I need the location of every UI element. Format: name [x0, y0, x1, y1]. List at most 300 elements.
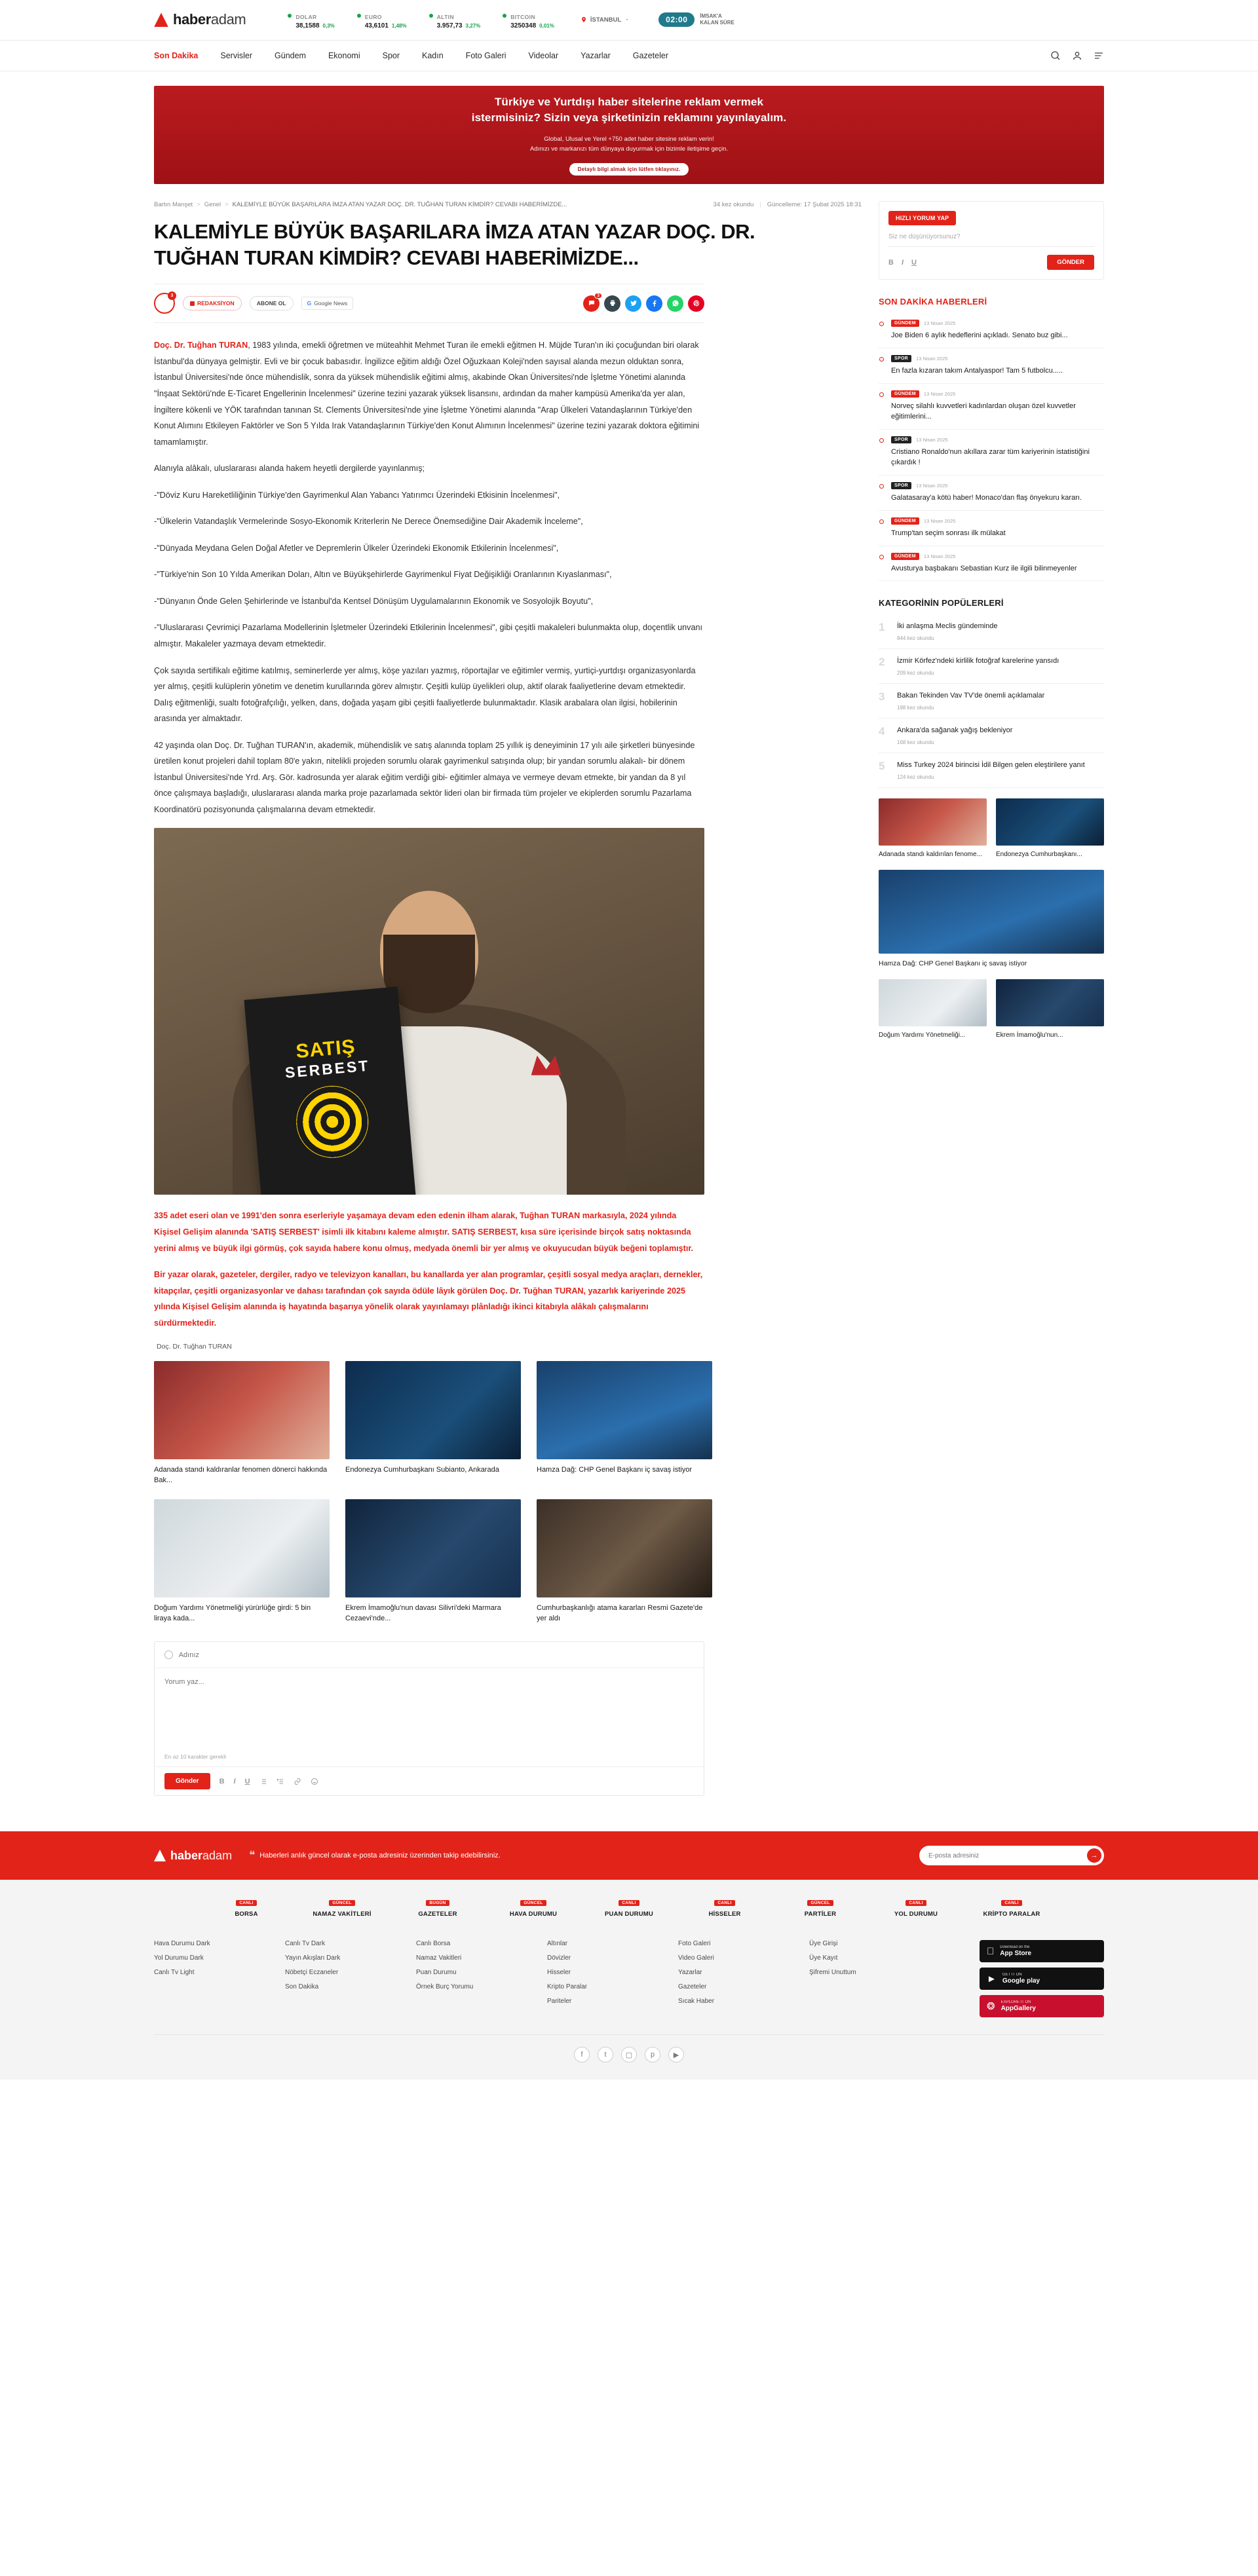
news-date: 13 Nisan 2025 [923, 320, 956, 326]
book-target-graphic [293, 1083, 371, 1161]
sidebar-card[interactable] [996, 979, 1104, 1040]
related-news-grid [154, 1361, 704, 1624]
nav-item-servisler[interactable]: Servisler [220, 51, 253, 60]
underline-tool-icon[interactable]: U [244, 1777, 250, 1785]
newsletter-text-wrap [249, 1849, 501, 1862]
whatsapp-icon [672, 299, 679, 307]
footer-tile-hava-durumu[interactable] [494, 1895, 573, 1918]
article-red-paragraph-0: 335 adet eseri olan ve 1991'den sonra eserleriyle yaşamaya devam eden edenin ilham alarak, Tuğhan TURAN markasıyla, 2024 yılında Kişisel Gelişim alanında 'SATIŞ SERBEST' isimli ilk kitabını kaleme almıştır. SATIŞ SERBEST, kısa süre içerisinde birçok satış noktasında yerini almış ve büyük ilgi görmüş, çok sayıda habere konu olmuş, medyada önemli bir yer almış ve okuyucudan büyük beğeni toplamıştır. [154, 1211, 694, 1253]
comment-share-button[interactable] [583, 295, 600, 312]
huawei-small: EXPLORE IT ON [1001, 2000, 1031, 2005]
sidebar-card-caption: Adanada standı kaldırılan fenome... [879, 851, 982, 859]
popular-headline: İki anlaşma Meclis gündeminde [897, 622, 998, 631]
news-date: 13 Nisan 2025 [916, 436, 948, 443]
article-meta [714, 201, 862, 208]
footer-column-6 [809, 1940, 940, 2017]
related-card[interactable] [345, 1499, 521, 1624]
youtube-icon[interactable]: ▶ [668, 2047, 684, 2063]
newsletter-logo-bold: haber [170, 1848, 203, 1862]
google-play-small: GET IT ON [1002, 1973, 1022, 1977]
footer-app-buttons [980, 1940, 1104, 2017]
apple-icon [987, 1946, 994, 1957]
popular-rank: 3 [879, 690, 885, 703]
footer-link[interactable]: Üye Kayıt [809, 1954, 838, 1962]
article-paragraph-1: Alanıyla alâkalı, uluslararası alanda hakem heyetli dergilerde yayınlanmış; [154, 464, 425, 474]
book-title-1: SATIŞ [295, 1036, 356, 1063]
footer-tile-name: HİSSELER [708, 1911, 741, 1918]
sidebar-card-thumb [996, 798, 1104, 846]
site-logo[interactable] [154, 11, 246, 28]
share-row [154, 284, 704, 323]
footer-link[interactable]: Yazarlar [678, 1969, 702, 1977]
whatsapp-share-button[interactable] [667, 295, 683, 312]
article-paragraph-5: -"Türkiye'nin Son 10 Yılda Amerikan Doları, Altın ve Büyükşehirlerde Gayrimenkul Fiyat Değişikliği Oranlarının Kıyaslanması", [154, 570, 612, 580]
popular-reads: 844 kez okundu [897, 635, 934, 642]
article-paragraph-0-text: , 1983 yılında, emekli öğretmen ve müteahhit Mehmet Turan ile emekli eğitmen H. Müjde Turan'ın iki çocuğundan biri olarak İstanbul'da dünyaya gelmiştir. Evli ve bir çocuk babasıdır. İngilizce eğitim aldığı Özel Oğuzkaan Koleji'nden sayısal alanda mezun olduktan sonra, İstanbul Üniversitesi'nde önce mühendislik, sonra da yüksek mühendislik eğitimi almış, akabinde Okan Üniversitesi'nde İşletme Yönetimi alanında "İnşaat Sektörü'nde E-Ticaret Engellerinin İncelenmesi" üzerine tezini yazarak yüksek lisansını, ardından da maher kampüsü Amerika'da yer alan, İngiltere kökenli ve YÖK tarafından tanınan St. Clements Üniversitesi'nde yine İşletme Yönetimi alanında "Arap Ülkeleri Vatandaşlarının Türkiye'den Konut Alımını Etkileyen Faktörler ve Son 5 Yılda Irak Vatandaşlarının Türkiye'den Konut Alımının İncelenmesi" üzerine tezini yazarak doktora eğitimini tamamlamıştır. [154, 341, 700, 447]
list-item[interactable] [879, 546, 1104, 582]
news-tag: SPOR [891, 482, 911, 489]
google-news-icon: G [307, 300, 312, 307]
footer-link[interactable]: Canlı Borsa [416, 1940, 451, 1948]
ticker-dot-icon [503, 14, 506, 18]
bold-tool-icon[interactable]: B [888, 258, 894, 267]
ticker-name: ALTIN [436, 13, 454, 20]
popular-headline: Ankara'da sağanak yağış bekleniyor [897, 726, 1013, 735]
breadcrumb-row [154, 201, 862, 208]
list-item[interactable] [879, 511, 1104, 546]
popular-headline: Bakan Tekinden Vav TV'de önemli açıklamalar [897, 692, 1045, 700]
related-caption: Doğum Yardımı Yönetmeliği yürürlüğe girdi: 5 bin liraya kada... [154, 1604, 311, 1623]
comment-count: 3 [594, 293, 602, 299]
footer-link[interactable]: Kripto Paralar [547, 1983, 588, 1991]
article-paragraph-3: -"Ülkelerin Vatandaşlık Vermelerinde Sosyo-Ekonomik Kriterlerin Ne Derece Önemsediğine Dair Akademik İnceleme", [154, 517, 583, 527]
subscribe-label: ABONE OL [256, 300, 286, 307]
logo-mark-icon [154, 12, 168, 27]
footer-tile-kripto-paralar[interactable] [972, 1895, 1051, 1918]
ticker-name: DOLAR [295, 13, 317, 20]
related-caption: Adanada standı kaldıranlar fenomen dönerci hakkında Bak... [154, 1466, 328, 1485]
footer-tile-puan-durumu[interactable] [590, 1895, 668, 1918]
sidebar-card-thumb [996, 979, 1104, 1026]
breadcrumb-separator: > [225, 201, 229, 208]
news-headline: Trump'tan seçim sonrası ilk mülakat [891, 529, 1006, 537]
sidebar-card-caption: Endonezya Cumhurbaşkanı... [996, 851, 1082, 859]
popular-headline: İzmir Körfez'ndeki kirlilik fotoğraf karelerine yansıdı [897, 657, 1059, 665]
italic-tool-icon[interactable]: I [233, 1777, 236, 1785]
link-icon[interactable] [294, 1778, 301, 1785]
main-content [154, 201, 1104, 1796]
ticker-group [288, 10, 554, 30]
ticker-dot-icon [288, 14, 292, 18]
sidebar-card-caption: Ekrem İmamoğlu'nun... [996, 1032, 1063, 1039]
popular-rank: 5 [879, 760, 885, 773]
article-column [154, 201, 862, 1796]
footer-link[interactable]: Canlı Tv Dark [285, 1940, 325, 1948]
ticker-altin[interactable] [429, 10, 481, 30]
ad-banner-wrap [154, 86, 1104, 184]
popular-headline: Miss Turkey 2024 birincisi İdil Bilgen gelen eleştirilere yanıt [897, 761, 1085, 770]
footer-link[interactable]: Hisseler [547, 1969, 571, 1977]
ticker-euro[interactable] [357, 10, 407, 30]
twitter-icon [630, 299, 638, 307]
news-tag: GÜNDEM [891, 553, 919, 560]
read-count: 34 kez okundu [713, 201, 754, 208]
footer-link[interactable]: Örnek Burç Yorumu [416, 1983, 474, 1991]
newsletter-logo [154, 1849, 232, 1863]
ad-sub2: Adınızı ve markanızı tüm dünyaya duyurmak için bizimle iletişime geçin. [529, 145, 728, 153]
news-tag: GÜNDEM [891, 320, 919, 327]
related-thumb [345, 1361, 521, 1459]
city-selector[interactable] [581, 16, 630, 24]
nav-item-gazeteler[interactable]: Gazeteler [632, 51, 668, 60]
italic-tool-icon[interactable]: I [901, 258, 904, 267]
timeline-dot-icon [879, 519, 884, 524]
popular-reads: 188 kez okundu [897, 705, 934, 711]
footer-link[interactable]: Video Galeri [678, 1954, 714, 1962]
footer-link[interactable]: Foto Galeri [678, 1940, 711, 1948]
google-news-button[interactable] [301, 297, 354, 310]
comment-hint: En az 10 karakter gerekli [164, 1753, 227, 1761]
twitter-icon[interactable]: t [598, 2047, 613, 2063]
list-item[interactable] [879, 649, 1104, 684]
comment-icon [588, 299, 596, 307]
footer [0, 1880, 1258, 2080]
footer-link[interactable]: Nöbetçi Eczaneler [285, 1969, 339, 1977]
breadcrumb-item-current: KALEMİYLE BÜYÜK BAŞARILARA İMZA ATAN YAZAR DOÇ. DR. TUĞHAN TURAN KİMDİR? CEVABI HABERİMİZDE... [232, 201, 567, 208]
related-card[interactable] [537, 1361, 712, 1486]
newsletter-form [919, 1846, 1104, 1865]
footer-tile-yol-durumu[interactable] [877, 1895, 955, 1918]
footer-tile-name: HAVA DURUMU [509, 1911, 558, 1918]
ad-line1: Türkiye ve Yurtdışı haber sitelerine reklam vermek [494, 95, 764, 108]
ticker-bitcoin[interactable] [503, 10, 554, 30]
list-item[interactable] [879, 614, 1104, 649]
facebook-icon [651, 299, 658, 307]
app-store-small: Download on the [993, 1945, 1023, 1950]
popular-rank: 4 [879, 725, 885, 738]
sidebar-card-thumb [879, 979, 987, 1026]
list-item[interactable] [879, 313, 1104, 348]
breadcrumb-item-0[interactable]: Bartın Manşet [154, 201, 193, 208]
ticker-change: 1,48% [391, 22, 407, 29]
footer-social [154, 2034, 1104, 2080]
article-paragraph-8: Çok sayıda sertifikalı eğitime katılmış, seminerlerde yer almış, köşe yazıları yazmış, röportajlar ve eğitimler vermiş, yurtiçi-yurtdışı organizasyonlarda yer almış, çeşitli kulüplerin yönetim ve denetim kurullarında görev almıştır. Çeşitli kulüp üyelikleri olup, aktif olarak faaliyetlerine devam etmektedir. Dalış eğitmenliği, sualtı fotoğrafçılığı, yelken, dans, doğada yaşam gibi çeşitli faaliyetlerde bulunmaktadır. Klasik arabalara olan ilgisi, hobilerinin arasında yer almaktadır. [154, 665, 696, 724]
redaction-label: REDAKSİYON [197, 300, 235, 307]
quote-icon: ❝ [249, 1849, 256, 1862]
breadcrumb-item-1[interactable]: Genel [204, 201, 221, 208]
search-icon[interactable] [1050, 50, 1061, 61]
footer-link[interactable]: Hava Durumu Dark [154, 1940, 210, 1948]
article-figure [154, 828, 704, 1195]
footer-link[interactable]: Dövizler [547, 1954, 571, 1962]
menu-icon[interactable] [1094, 50, 1104, 61]
ticker-change: 0,3% [322, 22, 335, 29]
sidebar-card[interactable] [879, 798, 987, 859]
newsletter-logo-light: adam [202, 1848, 233, 1862]
underline-tool-icon[interactable]: U [911, 258, 917, 267]
news-date: 13 Nisan 2025 [923, 390, 956, 397]
instagram-icon[interactable]: ▢ [621, 2047, 637, 2063]
related-thumb [154, 1499, 330, 1597]
quick-comment-send-button[interactable]: GÖNDER [1047, 255, 1094, 270]
footer-tile-hisseler[interactable] [685, 1895, 764, 1918]
ticker-dot-icon [429, 14, 433, 18]
emoji-icon[interactable] [311, 1778, 318, 1785]
footer-tile-name: PARTİLER [804, 1911, 837, 1918]
updated-time: Güncelleme: 17 Şubat 2025 18:31 [767, 201, 862, 208]
ad-line2: istermisiniz? Sizin veya şirketinizin reklamını yayınlayalım. [471, 111, 787, 124]
subscribe-chip[interactable] [250, 296, 294, 310]
comment-name-input[interactable] [179, 1651, 694, 1659]
footer-tile-name: PUAN DURUMU [605, 1911, 653, 1918]
sidebar-card[interactable] [879, 979, 987, 1040]
chevron-down-icon [624, 17, 630, 22]
city-name: İSTANBUL [590, 16, 622, 24]
prayer-clock [658, 12, 734, 27]
sidebar-card-caption: Hamza Dağ: CHP Genel Başkanı iç savaş istiyor [879, 960, 1027, 968]
footer-link[interactable]: Yayın Akışları Dark [285, 1954, 341, 1962]
book-title-2: SERBEST [284, 1056, 371, 1081]
related-caption: Ekrem İmamoğlu'nun davası Silivri'deki Marmara Cezaevi'nde... [345, 1604, 501, 1623]
footer-tile-name: BORSA [235, 1911, 258, 1918]
app-store-big: App Store [993, 1949, 1024, 1957]
footer-tile-partiler[interactable] [781, 1895, 860, 1918]
list-item[interactable] [879, 348, 1104, 384]
twitter-share-button[interactable] [625, 295, 641, 312]
newsletter-text: Haberleri anlık güncel olarak e-posta adresiniz üzerinden takip edebilirsiniz. [259, 1852, 501, 1860]
ticker-dot-icon [357, 14, 361, 18]
nav-item-videolar[interactable]: Videolar [528, 51, 559, 60]
clock-time: 02:00 [658, 12, 695, 27]
breaking-news-title: SON DAKİKA HABERLERİ [879, 297, 987, 307]
ticker-value: 3250348 [510, 22, 537, 29]
news-headline: Avusturya başbakanı Sebastian Kurz ile ilgili bilinmeyenler [891, 564, 1077, 572]
news-date: 13 Nisan 2025 [916, 355, 948, 362]
timeline-dot-icon [879, 357, 884, 362]
avatar[interactable] [154, 293, 175, 314]
related-caption: Cumhurbaşkanlığı atama kararları Resmi Gazete'de yer aldı [537, 1604, 703, 1623]
pinterest-share-button[interactable] [688, 295, 704, 312]
ticker-value: 43,6101 [364, 22, 389, 29]
huawei-big: AppGallery [1001, 2004, 1036, 2012]
nav-item-foto-galeri[interactable]: Foto Galeri [465, 51, 506, 60]
article-paragraph-2: -"Döviz Kuru Hareketliliğinin Türkiye'den Gayrimenkul Alan Yabancı Yatırımcı Üzerindeki Etkisinin İncelenmesi", [154, 490, 560, 500]
timeline-dot-icon [879, 438, 884, 443]
news-date: 13 Nisan 2025 [923, 517, 956, 524]
comment-form [154, 1641, 704, 1796]
footer-tile-badge: GÜNCEL [807, 1900, 833, 1906]
footer-tile-badge: CANLI [714, 1900, 734, 1906]
nav-item-spor[interactable]: Spor [382, 51, 400, 60]
footer-column-5 [678, 1940, 809, 2017]
footer-tile-gazeteler[interactable] [398, 1895, 477, 1918]
related-card[interactable] [537, 1499, 712, 1624]
breadcrumb-separator: > [197, 201, 200, 208]
ad-banner[interactable] [154, 86, 1104, 184]
pinterest-icon[interactable]: p [645, 2047, 660, 2063]
breadcrumb [154, 201, 567, 208]
logo-light: adam [210, 11, 246, 28]
footer-tile-name: GAZETELER [418, 1911, 457, 1918]
facebook-icon[interactable]: f [574, 2047, 590, 2063]
news-tag: GÜNDEM [891, 390, 919, 398]
nav-item-kadin[interactable]: Kadın [422, 51, 444, 60]
article-paragraph-4: -"Dünyada Meydana Gelen Doğal Afetler ve Depremlerin Ülkeler Üzerindeki Ekonomik Etkilerinin İncelenmesi", [154, 543, 559, 553]
ticker-value: 38,1588 [295, 22, 320, 29]
related-thumb [537, 1499, 712, 1597]
news-headline: En fazla kızaran takım Antalyaspor! Tam 5 futbolcu..... [891, 366, 1063, 375]
sidebar-card-wide[interactable] [879, 870, 1104, 969]
comment-send-button[interactable]: Gönder [164, 1773, 210, 1789]
footer-link-columns [154, 1940, 1104, 2034]
bold-tool-icon[interactable]: B [219, 1777, 225, 1785]
page-title: KALEMİYLE BÜYÜK BAŞARILARA İMZA ATAN YAZAR DOÇ. DR. TUĞHAN TURAN KİMDİR? CEVABI HABERİMİZDE... [154, 220, 755, 269]
footer-link[interactable]: Canlı Tv Light [154, 1969, 195, 1977]
list-item[interactable] [879, 384, 1104, 430]
clock-label-line2: KALAN SÜRE [700, 20, 734, 26]
nav-item-gundem[interactable]: Gündem [275, 51, 306, 60]
related-caption: Hamza Dağ: CHP Genel Başkanı iç savaş istiyor [537, 1466, 692, 1474]
sidebar-cards-bottom [879, 979, 1104, 1040]
ticker-name: BITCOIN [510, 13, 535, 20]
footer-link[interactable]: Yol Durumu Dark [154, 1954, 204, 1962]
ticker-dolar[interactable] [288, 10, 334, 30]
footer-column-3 [416, 1940, 547, 2017]
google-play-button[interactable] [980, 1968, 1104, 1990]
ticker-value: 3.957,73 [436, 22, 463, 29]
meta-divider: | [759, 201, 761, 208]
footer-link[interactable]: Pariteler [547, 1998, 572, 2006]
news-tag: SPOR [891, 436, 911, 443]
ticker-change: 3,27% [465, 22, 481, 29]
sidebar-cards-top [879, 798, 1104, 859]
footer-tile-badge: BUGÜN [426, 1900, 449, 1906]
ad-cta-button[interactable]: Detaylı bilgi almak için lütfen tıklayınız. [569, 163, 689, 176]
related-card[interactable] [154, 1361, 330, 1486]
list-item[interactable] [879, 684, 1104, 719]
footer-link[interactable]: Üye Girişi [809, 1940, 838, 1948]
article-paragraph-6: -"Dünyanın Önde Gelen Şehirlerinde ve İstanbul'da Kentsel Dönüşüm Uygulamalarının Ekonomik ve Sosyolojik Boyutu", [154, 596, 594, 606]
news-headline: Norveç silahlı kuvvetleri kadınlardan oluşan özel kuvvetler eğitimlerini... [891, 401, 1076, 420]
huawei-appgallery-button[interactable] [980, 1995, 1104, 2017]
logo-bold: haber [173, 11, 211, 28]
play-icon: ► [987, 1973, 997, 1985]
footer-link[interactable]: Puan Durumu [416, 1969, 457, 1977]
footer-link[interactable]: Son Dakika [285, 1983, 319, 1991]
list-item[interactable] [879, 719, 1104, 753]
footer-tile-name: YOL DURUMU [894, 1911, 938, 1918]
user-icon [164, 1651, 173, 1659]
footer-tile-badge: GÜNCEL [329, 1900, 354, 1906]
newsletter-email-input[interactable] [928, 1852, 1087, 1859]
clock-label-line1: İMSAK'A [700, 13, 722, 20]
related-card[interactable] [345, 1361, 521, 1486]
footer-tile-badge: CANLI [905, 1900, 926, 1906]
quick-comment-box [879, 201, 1104, 280]
footer-link[interactable]: Altınlar [547, 1940, 568, 1948]
news-headline: Joe Biden 6 aylık hedeflerini açıkladı. Senato buz gibi... [891, 331, 1068, 339]
footer-link[interactable]: Gazeteler [678, 1983, 707, 1991]
huawei-icon: ❂ [987, 2001, 995, 2013]
pinterest-icon [693, 299, 700, 307]
figure-book-cover [244, 987, 416, 1195]
nav-item-son-dakika[interactable]: Son Dakika [154, 51, 199, 60]
sidebar-card[interactable] [996, 798, 1104, 859]
popular-title: KATEGORİNİN POPÜLERLERİ [879, 598, 1004, 608]
footer-tile-namaz-vakitleri[interactable] [303, 1895, 381, 1918]
google-news-label: Google News [314, 300, 348, 307]
facebook-share-button[interactable] [646, 295, 662, 312]
user-icon[interactable] [1072, 50, 1082, 61]
list-icon[interactable] [259, 1778, 267, 1785]
google-play-big: Google play [1002, 1977, 1040, 1985]
news-date: 13 Nisan 2025 [916, 482, 948, 489]
footer-link[interactable]: Namaz Vakitleri [416, 1954, 462, 1962]
related-thumb [537, 1361, 712, 1459]
redaction-chip[interactable] [183, 296, 242, 310]
app-store-button[interactable] [980, 1940, 1104, 1962]
sidebar-card-caption: Doğum Yardımı Yönetmeliği... [879, 1032, 966, 1039]
list-item[interactable] [879, 753, 1104, 788]
sidebar-card-thumb [879, 870, 1104, 954]
nav-item-ekonomi[interactable]: Ekonomi [328, 51, 360, 60]
article-body [154, 337, 704, 1351]
article-red-paragraph-1: Bir yazar olarak, gazeteler, dergiler, radyo ve televizyon kanalları, bu kanallarda yer alan programlar, çeşitli sosyal medya araçları, dernekler, kitapçılar, çeşitli organizasyonlar ve dahası tarafından çok sayıda ödüle lâyık görülen Doç. Dr. Tuğhan TURAN, yazarlık kariyerinde 2025 yılında Kişisel Gelişim alanında iş hayatında başarıya yönelik olarak yayınlamayı plânladığı ikinci kitabıyla alâkalı çalışmalarını sürdürmektedir. [154, 1270, 703, 1328]
popular-rank: 2 [879, 656, 885, 669]
location-pin-icon [581, 16, 587, 23]
footer-tile-name: KRİPTO PARALAR [983, 1911, 1040, 1918]
footer-column-1 [154, 1940, 285, 2017]
list-item[interactable] [879, 430, 1104, 476]
ordered-list-icon[interactable] [276, 1778, 284, 1785]
popular-reads: 124 kez okundu [897, 774, 934, 781]
redaction-icon [190, 301, 195, 306]
news-tag: SPOR [891, 355, 911, 362]
quick-comment-input[interactable]: Siz ne düşünüyorsunuz? [888, 233, 1094, 247]
social-share-group [583, 295, 704, 312]
article-signature: Doç. Dr. Tuğhan TURAN [157, 1343, 232, 1351]
related-thumb [345, 1499, 521, 1597]
popular-reads: 168 kez okundu [897, 739, 934, 746]
sidebar [879, 201, 1104, 1040]
footer-link[interactable]: Şifremi Unuttum [809, 1969, 856, 1977]
timeline-dot-icon [879, 484, 884, 489]
footer-tile-borsa[interactable] [207, 1895, 286, 1918]
article-paragraph-7: -"Uluslararası Çevrimiçi Pazarlama Modellerinin İşletmeler Üzerindeki Etkilerinin İncelenmesi", gibi çeşitli makaleleri bulunmakta olup, doçentlik unvanı almıştır. Makaleler yazmaya devam etmektedir. [154, 623, 702, 648]
comment-text-input[interactable] [155, 1668, 704, 1753]
print-share-button[interactable] [604, 295, 620, 312]
footer-tiles [154, 1895, 1104, 1918]
footer-link[interactable]: Sıcak Haber [678, 1998, 715, 2006]
news-headline: Galatasaray'a kötü haber! Monaco'dan flaş önyekuru kararı. [891, 493, 1082, 502]
popular-rank: 1 [879, 621, 885, 634]
ticker-change: 0,01% [539, 22, 554, 29]
top-ticker-bar [0, 0, 1258, 41]
footer-tile-name: NAMAZ VAKİTLERİ [313, 1911, 372, 1918]
related-card[interactable] [154, 1499, 330, 1624]
list-item[interactable] [879, 476, 1104, 511]
article-paragraph-9: 42 yaşında olan Doç. Dr. Tuğhan TURAN'ın, akademik, mühendislik ve satış alanında toplam 25 yıllık iş deneyiminin 17 yılı aile şirketleri bünyesinde üretilen konut projeleri dahil toplam 80'e yakın, nitelikli projeden sorumlu olarak gayrimenkul satışında olup; bir yandan sorumlu alakalı- bir dönem İstanbul Üniversitesi'nde Yrd. Arş. Gör. kadrosunda yer alarak eğitim verdiği gibi- eğitimler almaya ve vermeye devam etmekte, bir yandan da 8 yıl önce çalışmaya başladığı, uluslararası alanda marka proje pazarlamada sektör lideri olan bir firmada tüm projeler ve ekiplerden sorumlu Pazarlama Koordinatörü pozisyonunda çalışmalarına devam etmektedir. [154, 740, 695, 814]
footer-column-2 [285, 1940, 416, 2017]
newsletter-strip [0, 1831, 1258, 1880]
avatar-badge: 3 [168, 291, 176, 300]
timeline-dot-icon [879, 322, 884, 326]
ad-sub1: Global, Ulusal ve Yerel +750 adet haber sitesine reklam verin! [544, 135, 714, 143]
newsletter-submit-button[interactable]: → [1087, 1848, 1101, 1863]
news-headline: Cristiano Ronaldo'nun akıllara zarar tüm kariyerinin istatistiğini çıkardık ! [891, 447, 1090, 466]
quick-comment-button[interactable]: HIZLI YORUM YAP [888, 211, 956, 225]
nav-item-yazarlar[interactable]: Yazarlar [581, 51, 611, 60]
